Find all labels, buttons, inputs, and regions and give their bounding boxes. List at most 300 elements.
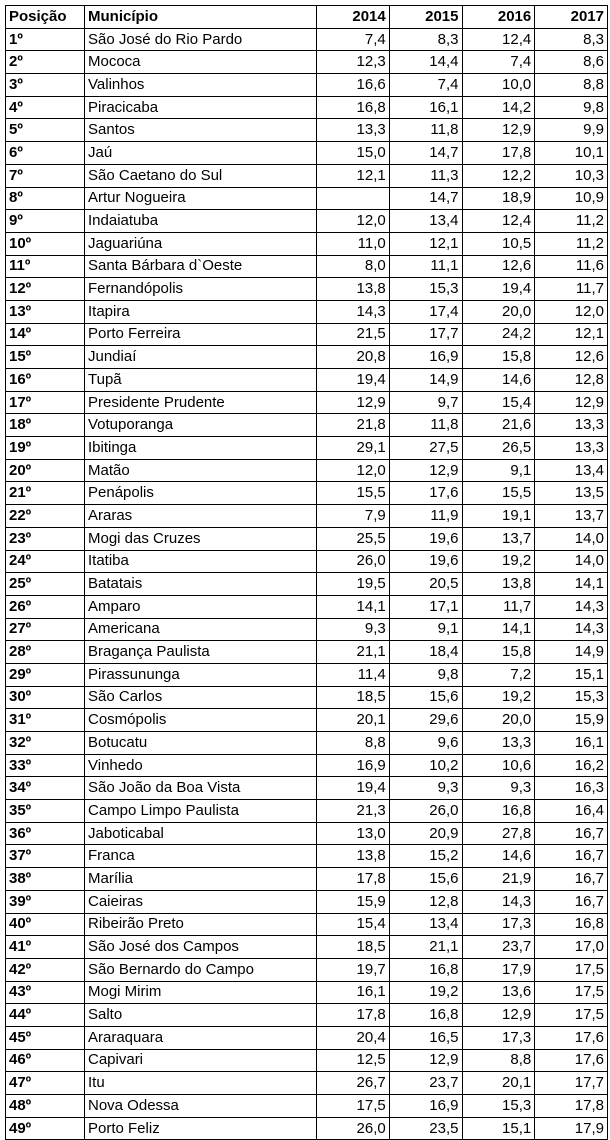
cell-municipio: Campo Limpo Paulista bbox=[85, 800, 317, 823]
cell-2014: 7,4 bbox=[317, 28, 390, 51]
table-row bbox=[6, 391, 608, 414]
cell-2014: 21,3 bbox=[317, 800, 390, 823]
table-row bbox=[6, 573, 608, 596]
table-row bbox=[6, 981, 608, 1004]
cell-2014: 9,3 bbox=[317, 618, 390, 641]
cell-2014: 19,4 bbox=[317, 369, 390, 392]
cell-posicao: 46º bbox=[6, 1049, 85, 1072]
header-2017: 2017 bbox=[535, 6, 608, 29]
cell-2016: 20,1 bbox=[462, 1072, 535, 1095]
cell-posicao: 7º bbox=[6, 164, 85, 187]
cell-posicao: 3º bbox=[6, 74, 85, 97]
cell-municipio: Mogi Mirim bbox=[85, 981, 317, 1004]
header-posicao: Posição bbox=[6, 6, 85, 29]
cell-2016: 9,1 bbox=[462, 459, 535, 482]
cell-municipio: Nova Odessa bbox=[85, 1095, 317, 1118]
cell-2014: 7,9 bbox=[317, 505, 390, 528]
cell-2017: 9,9 bbox=[535, 119, 608, 142]
cell-posicao: 12º bbox=[6, 278, 85, 301]
cell-posicao: 43º bbox=[6, 981, 85, 1004]
cell-municipio: Valinhos bbox=[85, 74, 317, 97]
table-row bbox=[6, 1026, 608, 1049]
cell-2014 bbox=[317, 187, 390, 210]
cell-2014: 13,3 bbox=[317, 119, 390, 142]
cell-2014: 15,5 bbox=[317, 482, 390, 505]
cell-2016: 13,8 bbox=[462, 573, 535, 596]
cell-2017: 16,7 bbox=[535, 822, 608, 845]
cell-municipio: Salto bbox=[85, 1004, 317, 1027]
cell-2017: 13,5 bbox=[535, 482, 608, 505]
table-row bbox=[6, 28, 608, 51]
cell-2016: 19,1 bbox=[462, 505, 535, 528]
cell-2016: 17,8 bbox=[462, 142, 535, 165]
cell-2015: 16,9 bbox=[389, 346, 462, 369]
cell-2016: 15,3 bbox=[462, 1095, 535, 1118]
cell-2014: 17,5 bbox=[317, 1095, 390, 1118]
table-row bbox=[6, 142, 608, 165]
cell-posicao: 29º bbox=[6, 663, 85, 686]
cell-2015: 11,1 bbox=[389, 255, 462, 278]
cell-2016: 12,2 bbox=[462, 164, 535, 187]
cell-posicao: 41º bbox=[6, 936, 85, 959]
cell-2016: 10,0 bbox=[462, 74, 535, 97]
table-row bbox=[6, 346, 608, 369]
cell-2014: 29,1 bbox=[317, 437, 390, 460]
table-row bbox=[6, 754, 608, 777]
cell-2016: 17,9 bbox=[462, 958, 535, 981]
cell-2015: 17,4 bbox=[389, 300, 462, 323]
cell-2015: 20,5 bbox=[389, 573, 462, 596]
cell-municipio: Cosmópolis bbox=[85, 709, 317, 732]
cell-2015: 23,7 bbox=[389, 1072, 462, 1095]
cell-posicao: 5º bbox=[6, 119, 85, 142]
cell-posicao: 42º bbox=[6, 958, 85, 981]
cell-2017: 13,7 bbox=[535, 505, 608, 528]
cell-2014: 11,0 bbox=[317, 232, 390, 255]
cell-2014: 20,4 bbox=[317, 1026, 390, 1049]
cell-municipio: São Caetano do Sul bbox=[85, 164, 317, 187]
cell-2014: 8,8 bbox=[317, 732, 390, 755]
cell-municipio: Jaguariúna bbox=[85, 232, 317, 255]
cell-2014: 19,7 bbox=[317, 958, 390, 981]
cell-2015: 7,4 bbox=[389, 74, 462, 97]
cell-2017: 17,6 bbox=[535, 1049, 608, 1072]
table-row bbox=[6, 595, 608, 618]
cell-municipio: Tupã bbox=[85, 369, 317, 392]
cell-2015: 9,8 bbox=[389, 663, 462, 686]
cell-2015: 21,1 bbox=[389, 936, 462, 959]
cell-2017: 17,9 bbox=[535, 1117, 608, 1140]
cell-municipio: Botucatu bbox=[85, 732, 317, 755]
cell-posicao: 10º bbox=[6, 232, 85, 255]
table-row bbox=[6, 913, 608, 936]
cell-posicao: 39º bbox=[6, 890, 85, 913]
table-row bbox=[6, 414, 608, 437]
table-row bbox=[6, 868, 608, 891]
cell-municipio: Jundiaí bbox=[85, 346, 317, 369]
table-row bbox=[6, 618, 608, 641]
cell-2014: 16,8 bbox=[317, 96, 390, 119]
cell-posicao: 16º bbox=[6, 369, 85, 392]
cell-municipio: Jaboticabal bbox=[85, 822, 317, 845]
table-row bbox=[6, 732, 608, 755]
ranking-table bbox=[5, 5, 608, 1140]
cell-2015: 29,6 bbox=[389, 709, 462, 732]
table-row bbox=[6, 1117, 608, 1140]
cell-posicao: 2º bbox=[6, 51, 85, 74]
table-row bbox=[6, 822, 608, 845]
cell-2015: 9,7 bbox=[389, 391, 462, 414]
cell-2015: 15,3 bbox=[389, 278, 462, 301]
cell-posicao: 48º bbox=[6, 1095, 85, 1118]
cell-2014: 15,4 bbox=[317, 913, 390, 936]
cell-municipio: Jaú bbox=[85, 142, 317, 165]
cell-2014: 13,8 bbox=[317, 278, 390, 301]
cell-municipio: Matão bbox=[85, 459, 317, 482]
cell-2017: 16,7 bbox=[535, 845, 608, 868]
cell-municipio: Piracicaba bbox=[85, 96, 317, 119]
cell-2017: 14,3 bbox=[535, 618, 608, 641]
cell-2015: 14,4 bbox=[389, 51, 462, 74]
cell-2016: 14,2 bbox=[462, 96, 535, 119]
cell-2016: 13,7 bbox=[462, 527, 535, 550]
cell-2017: 16,7 bbox=[535, 868, 608, 891]
cell-2015: 12,8 bbox=[389, 890, 462, 913]
cell-2014: 18,5 bbox=[317, 686, 390, 709]
cell-2016: 7,2 bbox=[462, 663, 535, 686]
cell-2014: 19,4 bbox=[317, 777, 390, 800]
table-row bbox=[6, 958, 608, 981]
cell-2015: 27,5 bbox=[389, 437, 462, 460]
cell-2017: 8,6 bbox=[535, 51, 608, 74]
cell-2016: 14,3 bbox=[462, 890, 535, 913]
cell-2017: 12,1 bbox=[535, 323, 608, 346]
cell-2016: 17,3 bbox=[462, 913, 535, 936]
cell-2014: 21,5 bbox=[317, 323, 390, 346]
cell-2017: 12,9 bbox=[535, 391, 608, 414]
cell-2017: 16,7 bbox=[535, 890, 608, 913]
cell-2015: 10,2 bbox=[389, 754, 462, 777]
cell-2014: 11,4 bbox=[317, 663, 390, 686]
cell-posicao: 31º bbox=[6, 709, 85, 732]
cell-posicao: 49º bbox=[6, 1117, 85, 1140]
cell-2017: 16,4 bbox=[535, 800, 608, 823]
table-row bbox=[6, 459, 608, 482]
cell-2017: 8,3 bbox=[535, 28, 608, 51]
cell-2016: 19,2 bbox=[462, 686, 535, 709]
cell-2015: 15,6 bbox=[389, 686, 462, 709]
cell-2015: 19,6 bbox=[389, 550, 462, 573]
table-row bbox=[6, 119, 608, 142]
table-row bbox=[6, 323, 608, 346]
cell-municipio: Caieiras bbox=[85, 890, 317, 913]
table-row bbox=[6, 845, 608, 868]
cell-2016: 15,1 bbox=[462, 1117, 535, 1140]
cell-2016: 15,8 bbox=[462, 346, 535, 369]
cell-2015: 14,7 bbox=[389, 142, 462, 165]
cell-municipio: Ibitinga bbox=[85, 437, 317, 460]
cell-2015: 9,3 bbox=[389, 777, 462, 800]
cell-municipio: Mogi das Cruzes bbox=[85, 527, 317, 550]
cell-2014: 25,5 bbox=[317, 527, 390, 550]
cell-2016: 17,3 bbox=[462, 1026, 535, 1049]
cell-2017: 11,2 bbox=[535, 232, 608, 255]
cell-2016: 14,6 bbox=[462, 369, 535, 392]
cell-2017: 9,8 bbox=[535, 96, 608, 119]
table-row bbox=[6, 800, 608, 823]
cell-2017: 14,3 bbox=[535, 595, 608, 618]
cell-2016: 20,0 bbox=[462, 300, 535, 323]
cell-2016: 26,5 bbox=[462, 437, 535, 460]
cell-2015: 16,5 bbox=[389, 1026, 462, 1049]
cell-2016: 11,7 bbox=[462, 595, 535, 618]
table-row bbox=[6, 709, 608, 732]
cell-posicao: 15º bbox=[6, 346, 85, 369]
cell-posicao: 1º bbox=[6, 28, 85, 51]
cell-municipio: São Carlos bbox=[85, 686, 317, 709]
cell-2017: 16,8 bbox=[535, 913, 608, 936]
cell-2014: 20,1 bbox=[317, 709, 390, 732]
cell-2015: 17,7 bbox=[389, 323, 462, 346]
cell-2014: 17,8 bbox=[317, 1004, 390, 1027]
cell-2015: 26,0 bbox=[389, 800, 462, 823]
table-row bbox=[6, 1095, 608, 1118]
cell-municipio: Marília bbox=[85, 868, 317, 891]
cell-2014: 16,9 bbox=[317, 754, 390, 777]
cell-2017: 17,5 bbox=[535, 958, 608, 981]
cell-2017: 16,1 bbox=[535, 732, 608, 755]
cell-2016: 10,6 bbox=[462, 754, 535, 777]
cell-municipio: Porto Ferreira bbox=[85, 323, 317, 346]
cell-2014: 21,1 bbox=[317, 641, 390, 664]
cell-2017: 10,1 bbox=[535, 142, 608, 165]
cell-posicao: 4º bbox=[6, 96, 85, 119]
cell-posicao: 34º bbox=[6, 777, 85, 800]
cell-2015: 23,5 bbox=[389, 1117, 462, 1140]
cell-2014: 8,0 bbox=[317, 255, 390, 278]
cell-2014: 18,5 bbox=[317, 936, 390, 959]
cell-2015: 13,4 bbox=[389, 913, 462, 936]
table-row bbox=[6, 255, 608, 278]
cell-municipio: Votuporanga bbox=[85, 414, 317, 437]
cell-2016: 15,4 bbox=[462, 391, 535, 414]
cell-municipio: Batatais bbox=[85, 573, 317, 596]
cell-2015: 16,8 bbox=[389, 1004, 462, 1027]
cell-2014: 15,0 bbox=[317, 142, 390, 165]
table-row bbox=[6, 74, 608, 97]
cell-posicao: 8º bbox=[6, 187, 85, 210]
cell-2014: 12,0 bbox=[317, 459, 390, 482]
cell-posicao: 9º bbox=[6, 210, 85, 233]
cell-municipio: Araraquara bbox=[85, 1026, 317, 1049]
cell-posicao: 27º bbox=[6, 618, 85, 641]
cell-2017: 14,0 bbox=[535, 527, 608, 550]
cell-2017: 13,4 bbox=[535, 459, 608, 482]
header-2014: 2014 bbox=[317, 6, 390, 29]
cell-2014: 26,0 bbox=[317, 550, 390, 573]
cell-posicao: 6º bbox=[6, 142, 85, 165]
cell-2015: 11,9 bbox=[389, 505, 462, 528]
cell-2017: 16,3 bbox=[535, 777, 608, 800]
cell-2014: 13,8 bbox=[317, 845, 390, 868]
cell-2017: 12,6 bbox=[535, 346, 608, 369]
cell-posicao: 13º bbox=[6, 300, 85, 323]
cell-2016: 13,3 bbox=[462, 732, 535, 755]
table-row bbox=[6, 505, 608, 528]
cell-2016: 14,1 bbox=[462, 618, 535, 641]
cell-2015: 15,2 bbox=[389, 845, 462, 868]
cell-2015: 8,3 bbox=[389, 28, 462, 51]
table-row bbox=[6, 1004, 608, 1027]
cell-2014: 20,8 bbox=[317, 346, 390, 369]
table-row bbox=[6, 278, 608, 301]
cell-2016: 8,8 bbox=[462, 1049, 535, 1072]
cell-municipio: Fernandópolis bbox=[85, 278, 317, 301]
table-row bbox=[6, 96, 608, 119]
cell-municipio: Franca bbox=[85, 845, 317, 868]
cell-2017: 16,2 bbox=[535, 754, 608, 777]
cell-posicao: 23º bbox=[6, 527, 85, 550]
cell-2014: 14,1 bbox=[317, 595, 390, 618]
cell-2014: 19,5 bbox=[317, 573, 390, 596]
cell-posicao: 44º bbox=[6, 1004, 85, 1027]
table-row bbox=[6, 890, 608, 913]
cell-2014: 21,8 bbox=[317, 414, 390, 437]
cell-2017: 12,8 bbox=[535, 369, 608, 392]
cell-2017: 11,7 bbox=[535, 278, 608, 301]
cell-2015: 13,4 bbox=[389, 210, 462, 233]
cell-posicao: 24º bbox=[6, 550, 85, 573]
cell-municipio: Amparo bbox=[85, 595, 317, 618]
table-row bbox=[6, 1072, 608, 1095]
cell-2017: 12,0 bbox=[535, 300, 608, 323]
cell-2017: 14,9 bbox=[535, 641, 608, 664]
table-body bbox=[6, 28, 608, 1140]
cell-2015: 16,8 bbox=[389, 958, 462, 981]
cell-posicao: 22º bbox=[6, 505, 85, 528]
cell-municipio: Santa Bárbara d`Oeste bbox=[85, 255, 317, 278]
cell-2014: 26,0 bbox=[317, 1117, 390, 1140]
cell-municipio: Porto Feliz bbox=[85, 1117, 317, 1140]
cell-posicao: 26º bbox=[6, 595, 85, 618]
cell-2015: 11,8 bbox=[389, 119, 462, 142]
table-row bbox=[6, 527, 608, 550]
cell-municipio: Capivari bbox=[85, 1049, 317, 1072]
cell-municipio: Araras bbox=[85, 505, 317, 528]
cell-2016: 20,0 bbox=[462, 709, 535, 732]
cell-2015: 17,6 bbox=[389, 482, 462, 505]
table-row bbox=[6, 437, 608, 460]
cell-2014: 13,0 bbox=[317, 822, 390, 845]
cell-2016: 7,4 bbox=[462, 51, 535, 74]
cell-municipio: Indaiatuba bbox=[85, 210, 317, 233]
cell-posicao: 28º bbox=[6, 641, 85, 664]
cell-2017: 17,6 bbox=[535, 1026, 608, 1049]
cell-municipio: Santos bbox=[85, 119, 317, 142]
cell-2017: 13,3 bbox=[535, 437, 608, 460]
cell-2015: 20,9 bbox=[389, 822, 462, 845]
cell-municipio: Americana bbox=[85, 618, 317, 641]
cell-municipio: Artur Nogueira bbox=[85, 187, 317, 210]
cell-posicao: 36º bbox=[6, 822, 85, 845]
cell-2017: 15,9 bbox=[535, 709, 608, 732]
cell-posicao: 11º bbox=[6, 255, 85, 278]
cell-municipio: Itu bbox=[85, 1072, 317, 1095]
cell-2017: 17,5 bbox=[535, 981, 608, 1004]
cell-posicao: 30º bbox=[6, 686, 85, 709]
table-row bbox=[6, 187, 608, 210]
cell-2017: 10,3 bbox=[535, 164, 608, 187]
table-row bbox=[6, 482, 608, 505]
cell-posicao: 20º bbox=[6, 459, 85, 482]
table-row bbox=[6, 300, 608, 323]
header-row bbox=[6, 6, 608, 29]
table-row bbox=[6, 1049, 608, 1072]
cell-municipio: Vinhedo bbox=[85, 754, 317, 777]
cell-2014: 12,5 bbox=[317, 1049, 390, 1072]
cell-municipio: Pirassununga bbox=[85, 663, 317, 686]
cell-posicao: 47º bbox=[6, 1072, 85, 1095]
cell-municipio: São José dos Campos bbox=[85, 936, 317, 959]
cell-2016: 12,4 bbox=[462, 28, 535, 51]
cell-2017: 14,0 bbox=[535, 550, 608, 573]
cell-2017: 15,1 bbox=[535, 663, 608, 686]
cell-2015: 12,9 bbox=[389, 459, 462, 482]
cell-municipio: Penápolis bbox=[85, 482, 317, 505]
table-row bbox=[6, 686, 608, 709]
table-row bbox=[6, 663, 608, 686]
cell-2015: 16,1 bbox=[389, 96, 462, 119]
header-2015: 2015 bbox=[389, 6, 462, 29]
cell-2014: 12,9 bbox=[317, 391, 390, 414]
cell-2017: 17,5 bbox=[535, 1004, 608, 1027]
cell-posicao: 18º bbox=[6, 414, 85, 437]
cell-2015: 12,1 bbox=[389, 232, 462, 255]
cell-2015: 9,6 bbox=[389, 732, 462, 755]
cell-posicao: 19º bbox=[6, 437, 85, 460]
cell-2015: 15,6 bbox=[389, 868, 462, 891]
cell-municipio: Bragança Paulista bbox=[85, 641, 317, 664]
cell-posicao: 35º bbox=[6, 800, 85, 823]
cell-2016: 19,2 bbox=[462, 550, 535, 573]
cell-2017: 11,2 bbox=[535, 210, 608, 233]
cell-2014: 16,1 bbox=[317, 981, 390, 1004]
table-row bbox=[6, 777, 608, 800]
cell-2016: 13,6 bbox=[462, 981, 535, 1004]
cell-posicao: 45º bbox=[6, 1026, 85, 1049]
cell-2015: 9,1 bbox=[389, 618, 462, 641]
cell-2016: 19,4 bbox=[462, 278, 535, 301]
cell-2017: 13,3 bbox=[535, 414, 608, 437]
cell-municipio: Ribeirão Preto bbox=[85, 913, 317, 936]
cell-2016: 21,6 bbox=[462, 414, 535, 437]
cell-2016: 9,3 bbox=[462, 777, 535, 800]
cell-2014: 12,1 bbox=[317, 164, 390, 187]
cell-2016: 16,8 bbox=[462, 800, 535, 823]
cell-2015: 14,7 bbox=[389, 187, 462, 210]
cell-2015: 11,8 bbox=[389, 414, 462, 437]
cell-2016: 12,9 bbox=[462, 119, 535, 142]
cell-posicao: 37º bbox=[6, 845, 85, 868]
cell-2016: 12,6 bbox=[462, 255, 535, 278]
cell-2015: 19,2 bbox=[389, 981, 462, 1004]
table-row bbox=[6, 550, 608, 573]
cell-2017: 11,6 bbox=[535, 255, 608, 278]
cell-posicao: 32º bbox=[6, 732, 85, 755]
table-row bbox=[6, 936, 608, 959]
cell-2017: 15,3 bbox=[535, 686, 608, 709]
cell-2016: 15,5 bbox=[462, 482, 535, 505]
